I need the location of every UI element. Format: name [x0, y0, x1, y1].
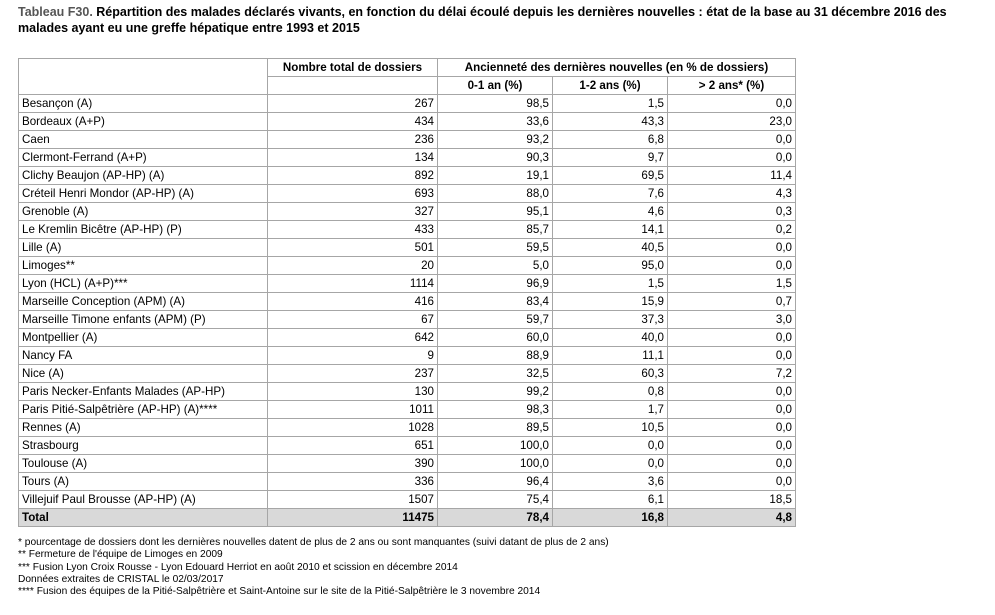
pct-1-2: 60,3 [553, 365, 668, 383]
table-row [19, 419, 796, 437]
pct-0-1: 32,5 [438, 365, 553, 383]
pct-over-2: 0,0 [668, 473, 796, 491]
pct-0-1: 75,4 [438, 491, 553, 509]
pct-1-2: 0,0 [553, 455, 668, 473]
pct-over-2: 7,2 [668, 365, 796, 383]
pct-over-2: 0,0 [668, 347, 796, 365]
pct-1-2: 1,7 [553, 401, 668, 419]
table-row [19, 491, 796, 509]
pct-1-2: 40,0 [553, 329, 668, 347]
pct-over-2: 0,0 [668, 383, 796, 401]
pct-0-1: 88,9 [438, 347, 553, 365]
footnote: * pourcentage de dossiers dont les dernières nouvelles datent de plus de 2 ans ou sont manquantes (suivi datant de plus de 2 ans) [18, 537, 609, 548]
total-row [19, 509, 796, 527]
pct-1-2: 95,0 [553, 257, 668, 275]
pct-over-2: 23,0 [668, 113, 796, 131]
footnotes [18, 537, 609, 598]
table-row [19, 257, 796, 275]
header-total-blank [268, 77, 438, 95]
pct-0-1: 98,3 [438, 401, 553, 419]
total-count: 11475 [268, 509, 438, 527]
pct-0-1: 88,0 [438, 185, 553, 203]
pct-1-2: 14,1 [553, 221, 668, 239]
pct-over-2: 4,3 [668, 185, 796, 203]
header-group: Ancienneté des dernières nouvelles (en % de dossiers) [438, 59, 796, 77]
pct-0-1: 100,0 [438, 455, 553, 473]
dossier-count: 134 [268, 149, 438, 167]
header-row-1 [19, 59, 796, 77]
pct-over-2: 3,0 [668, 311, 796, 329]
centre-name: Tours (A) [19, 473, 268, 491]
table-row [19, 239, 796, 257]
dossier-count: 336 [268, 473, 438, 491]
pct-0-1: 5,0 [438, 257, 553, 275]
centre-name: Clichy Beaujon (AP-HP) (A) [19, 167, 268, 185]
table-row [19, 455, 796, 473]
centre-name: Nancy FA [19, 347, 268, 365]
pct-0-1: 59,5 [438, 239, 553, 257]
pct-over-2: 0,2 [668, 221, 796, 239]
subheader-0-1: 0-1 an (%) [438, 77, 553, 95]
centre-name: Rennes (A) [19, 419, 268, 437]
table-row [19, 293, 796, 311]
pct-0-1: 19,1 [438, 167, 553, 185]
total-pct-over-2: 4,8 [668, 509, 796, 527]
pct-over-2: 0,0 [668, 437, 796, 455]
dossier-count: 9 [268, 347, 438, 365]
subheader-1-2: 1-2 ans (%) [553, 77, 668, 95]
centre-name: Lille (A) [19, 239, 268, 257]
pct-0-1: 93,2 [438, 131, 553, 149]
pct-0-1: 33,6 [438, 113, 553, 131]
pct-1-2: 4,6 [553, 203, 668, 221]
centre-name: Limoges** [19, 257, 268, 275]
dossier-count: 267 [268, 95, 438, 113]
dossier-count: 416 [268, 293, 438, 311]
pct-0-1: 100,0 [438, 437, 553, 455]
pct-over-2: 0,3 [668, 203, 796, 221]
table-row [19, 131, 796, 149]
pct-1-2: 0,0 [553, 437, 668, 455]
centre-name: Villejuif Paul Brousse (AP-HP) (A) [19, 491, 268, 509]
dossier-count: 642 [268, 329, 438, 347]
dossier-count: 236 [268, 131, 438, 149]
pct-0-1: 96,4 [438, 473, 553, 491]
pct-1-2: 3,6 [553, 473, 668, 491]
centre-name: Caen [19, 131, 268, 149]
total-label: Total [19, 509, 268, 527]
total-pct-1-2: 16,8 [553, 509, 668, 527]
centre-name: Nice (A) [19, 365, 268, 383]
table-row [19, 401, 796, 419]
centre-name: Lyon (HCL) (A+P)*** [19, 275, 268, 293]
pct-1-2: 43,3 [553, 113, 668, 131]
pct-1-2: 10,5 [553, 419, 668, 437]
dossier-count: 237 [268, 365, 438, 383]
pct-over-2: 0,0 [668, 131, 796, 149]
table-row [19, 347, 796, 365]
centre-name: Bordeaux (A+P) [19, 113, 268, 131]
pct-1-2: 1,5 [553, 95, 668, 113]
table-row [19, 275, 796, 293]
dossier-count: 501 [268, 239, 438, 257]
pct-over-2: 1,5 [668, 275, 796, 293]
dossier-count: 434 [268, 113, 438, 131]
table-row [19, 365, 796, 383]
footnote: Données extraites de CRISTAL le 02/03/2017 [18, 573, 224, 585]
pct-0-1: 83,4 [438, 293, 553, 311]
pct-over-2: 0,0 [668, 401, 796, 419]
table-row [19, 185, 796, 203]
dossier-count: 892 [268, 167, 438, 185]
subheader-over-2: > 2 ans* (%) [668, 77, 796, 95]
pct-over-2: 18,5 [668, 491, 796, 509]
pct-0-1: 89,5 [438, 419, 553, 437]
table-title [18, 5, 980, 36]
pct-1-2: 9,7 [553, 149, 668, 167]
pct-over-2: 0,0 [668, 239, 796, 257]
pct-over-2: 0,7 [668, 293, 796, 311]
dossier-count: 1507 [268, 491, 438, 509]
table-row [19, 437, 796, 455]
pct-0-1: 99,2 [438, 383, 553, 401]
dossier-count: 327 [268, 203, 438, 221]
centre-name: Montpellier (A) [19, 329, 268, 347]
pct-1-2: 15,9 [553, 293, 668, 311]
dossier-count: 390 [268, 455, 438, 473]
centre-name: Toulouse (A) [19, 455, 268, 473]
table-number: Tableau F30. [18, 5, 93, 19]
pct-over-2: 0,0 [668, 419, 796, 437]
pct-over-2: 0,0 [668, 455, 796, 473]
pct-1-2: 1,5 [553, 275, 668, 293]
data-table [18, 58, 796, 527]
centre-name: Besançon (A) [19, 95, 268, 113]
pct-0-1: 85,7 [438, 221, 553, 239]
pct-0-1: 96,9 [438, 275, 553, 293]
table-row [19, 203, 796, 221]
table-row [19, 167, 796, 185]
table-row [19, 329, 796, 347]
centre-name: Créteil Henri Mondor (AP-HP) (A) [19, 185, 268, 203]
centre-name: Paris Necker-Enfants Malades (AP-HP) [19, 383, 268, 401]
pct-0-1: 95,1 [438, 203, 553, 221]
pct-over-2: 0,0 [668, 149, 796, 167]
table-row [19, 221, 796, 239]
footnote: ** Fermeture de l'équipe de Limoges en 2009 [18, 549, 223, 561]
dossier-count: 693 [268, 185, 438, 203]
pct-over-2: 0,0 [668, 95, 796, 113]
pct-1-2: 7,6 [553, 185, 668, 203]
pct-over-2: 11,4 [668, 167, 796, 185]
table-row [19, 473, 796, 491]
pct-1-2: 11,1 [553, 347, 668, 365]
pct-1-2: 69,5 [553, 167, 668, 185]
pct-over-2: 0,0 [668, 329, 796, 347]
pct-0-1: 59,7 [438, 311, 553, 329]
footnote: *** Fusion Lyon Croix Rousse - Lyon Edouard Herriot en août 2010 et scission en décembre 2014 [18, 561, 458, 573]
table-row [19, 383, 796, 401]
footnote: **** Fusion des équipes de la Pitié-Salpêtrière et Saint-Antoine sur le site de la Pitié-Salpêtrière le 3 novembre 2014 [18, 586, 541, 598]
dossier-count: 433 [268, 221, 438, 239]
pct-over-2: 0,0 [668, 257, 796, 275]
pct-1-2: 0,8 [553, 383, 668, 401]
centre-name: Grenoble (A) [19, 203, 268, 221]
pct-1-2: 37,3 [553, 311, 668, 329]
pct-0-1: 60,0 [438, 329, 553, 347]
pct-0-1: 90,3 [438, 149, 553, 167]
dossier-count: 651 [268, 437, 438, 455]
centre-name: Marseille Timone enfants (APM) (P) [19, 311, 268, 329]
centre-name: Le Kremlin Bicêtre (AP-HP) (P) [19, 221, 268, 239]
dossier-count: 1114 [268, 275, 438, 293]
total-pct-0-1: 78,4 [438, 509, 553, 527]
pct-1-2: 6,8 [553, 131, 668, 149]
table-row [19, 113, 796, 131]
dossier-count: 20 [268, 257, 438, 275]
header-total: Nombre total de dossiers [268, 59, 438, 77]
centre-name: Marseille Conception (APM) (A) [19, 293, 268, 311]
dossier-count: 1011 [268, 401, 438, 419]
table-row [19, 95, 796, 113]
table-body [19, 95, 796, 509]
header-blank [19, 59, 268, 95]
table-caption: Répartition des malades déclarés vivants, en fonction du délai écoulé depuis les dernières nouvelles : état de la base au 31 décembre 2016 des malades ayant eu une greffe hépatique entre 1993 et 2015 [18, 5, 947, 35]
pct-0-1: 98,5 [438, 95, 553, 113]
pct-1-2: 6,1 [553, 491, 668, 509]
centre-name: Clermont-Ferrand (A+P) [19, 149, 268, 167]
table-row [19, 311, 796, 329]
table-row [19, 149, 796, 167]
centre-name: Strasbourg [19, 437, 268, 455]
centre-name: Paris Pitié-Salpêtrière (AP-HP) (A)**** [19, 401, 268, 419]
dossier-count: 1028 [268, 419, 438, 437]
dossier-count: 130 [268, 383, 438, 401]
dossier-count: 67 [268, 311, 438, 329]
pct-1-2: 40,5 [553, 239, 668, 257]
